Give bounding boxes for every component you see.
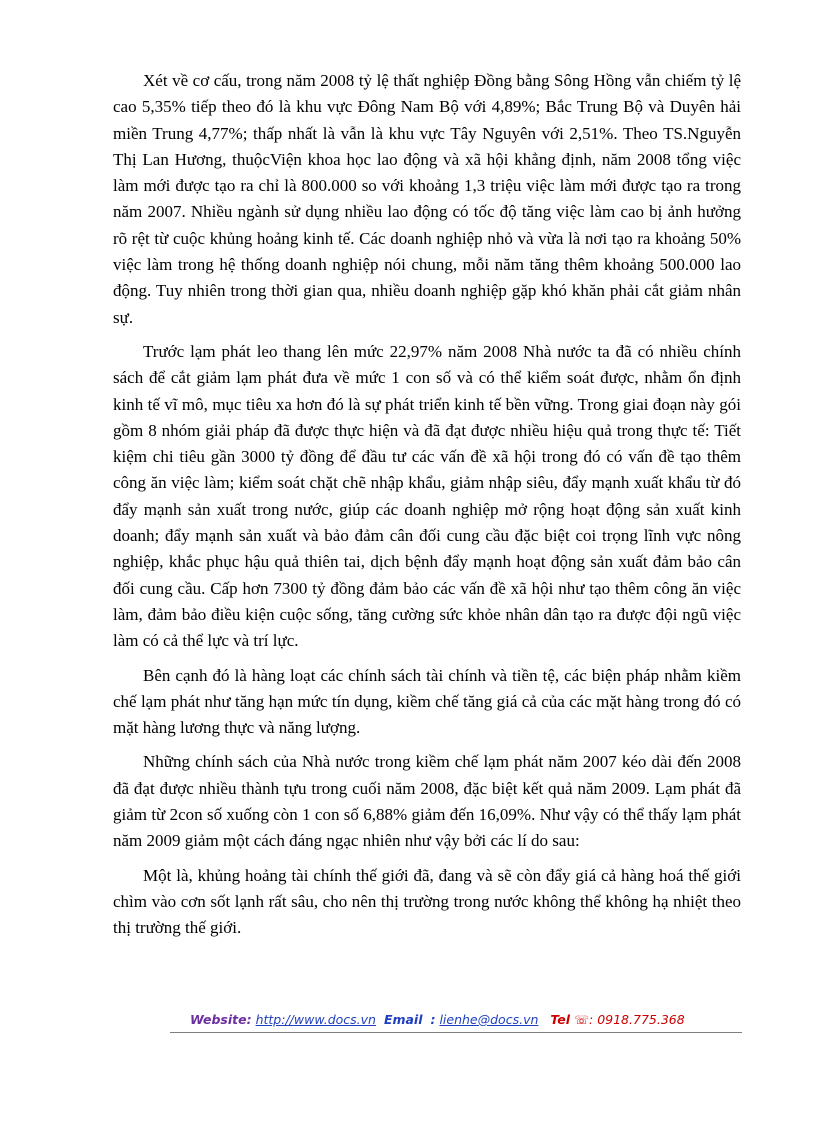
footer-tel-sep: :: [589, 1012, 594, 1027]
document-body: [113, 68, 741, 950]
footer-website-label: Website: [190, 1012, 247, 1027]
footer-website-link[interactable]: http://www.docs.vn: [255, 1012, 376, 1027]
paragraph-policy-results: Những chính sách của Nhà nước trong kiềm chế lạm phát năm 2007 kéo dài đến 2008 đã đạt được nhiều thành tựu trong cuối năm 2008, đặc biệt kết quả năm 2009. Lạm phát đã giảm từ 2con số xuống còn 1 con số 6,88% giảm đến 16,09%. Như vậy có thể thấy lạm phát năm 2009 giảm một cách đáng ngạc nhiên như vậy bởi các lí do sau:: [113, 752, 741, 851]
footer-website-sep: :: [246, 1012, 252, 1027]
page-footer: [190, 1012, 685, 1027]
footer-divider: [170, 1032, 742, 1033]
paragraph-unemployment: Xét về cơ cấu, trong năm 2008 tỷ lệ thất nghiệp Đồng bằng Sông Hồng vẫn chiếm tỷ lệ cao 5,35% tiếp theo đó là khu vực Đông Nam Bộ với 4,89%; Bắc Trung Bộ và Duyên hải miền Trung 4,77%; thấp nhất là vẫn là khu vực Tây Nguyên với 2,51%. Theo TS.Nguyễn Thị Lan Hương, thuộcViện khoa học lao động và xã hội khẳng định, năm 2008 tổng việc làm mới được tạo ra chỉ là 800.000 so với khoảng 1,3 triệu việc làm mới được tạo ra trong năm 2007. Nhiều ngành sử dụng nhiều lao động có tốc độ tăng việc làm cao bị ảnh hưởng rõ rệt từ cuộc khủng hoảng kinh tế. Các doanh nghiệp nhỏ và vừa là nơi tạo ra khoảng 50% việc làm trong hệ thống doanh nghiệp nói chung, mỗi năm tăng thêm khoảng 500.000 lao động. Tuy nhiên trong thời gian qua, nhiều doanh nghiệp gặp khó khăn phải cắt giảm nhân sự.: [113, 71, 741, 327]
footer-email-label: Email: [383, 1012, 423, 1027]
paragraph-financial-policies: Bên cạnh đó là hàng loạt các chính sách tài chính và tiền tệ, các biện pháp nhằm kiềm chế lạm phát như tăng hạn mức tín dụng, kiềm chế tăng giá cả của các mặt hàng trong đó có mặt hàng lương thực và năng lượng.: [113, 665, 741, 738]
footer-tel-number: 0918.775.368: [597, 1012, 685, 1027]
paragraph-inflation-measures: Trước lạm phát leo thang lên mức 22,97% năm 2008 Nhà nước ta đã có nhiều chính sách để cắt giảm lạm phát đưa về mức 1 con số và có thể kiểm soát được, nhằm ổn định kinh tế vĩ mô, mục tiêu xa hơn đó là sự phát triển kinh tế bền vững. Trong giai đoạn này gói gồm 8 nhóm giải pháp đã được thực hiện và đã đạt được nhiều hiệu quả trong thực tế: Tiết kiệm chi tiêu gần 3000 tỷ đồng để đầu tư các vấn đề xã hội trong đó có vấn đề tạo thêm công ăn việc làm; kiểm soát chặt chẽ nhập khẩu, giảm nhập siêu, đẩy mạnh xuất khẩu từ đó đẩy mạnh sản xuất trong nước, giúp các doanh nghiệp mở rộng hoạt động sản xuất kinh doanh; đẩy mạnh sản xuất và bảo đảm cân đối cung cầu đặc biệt coi trọng lĩnh vực nông nghiệp, khắc phục hậu quả thiên tai, dịch bệnh đẩy mạnh hoạt động sản xuất đảm bảo cân đối cung cầu. Cấp hơn 7300 tỷ đồng đảm bảo các vấn đề xã hội như tạo thêm công ăn việc làm, đảm bảo điều kiện cuộc sống, tăng cường sức khỏe nhân dân tạo ra được đội ngũ việc làm có cả thể lực và trí lực.: [113, 341, 741, 651]
footer-tel-label: Tel: [550, 1012, 570, 1027]
footer-email-link[interactable]: lienhe@docs.vn: [439, 1012, 539, 1027]
phone-icon: ☏: [573, 1013, 589, 1027]
footer-email-sep: :: [430, 1012, 436, 1027]
paragraph-reason-one: Một là, khủng hoảng tài chính thế giới đã, đang và sẽ còn đẩy giá cả hàng hoá thế giới chìm vào cơn sốt lạnh rất sâu, cho nên thị trường trong nước không thể không hạ nhiệt theo thị trường thế giới.: [113, 865, 741, 938]
